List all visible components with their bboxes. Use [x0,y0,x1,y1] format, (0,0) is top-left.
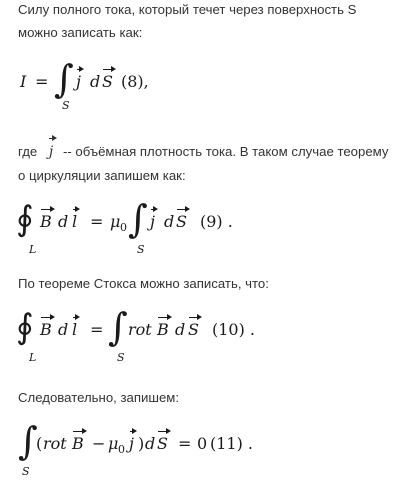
eq10-d: d [58,320,69,339]
eq11-vector-s: S [157,434,168,453]
eq10-contour-integral: ∮ [16,307,34,347]
eq10-vector-b: B [157,320,169,339]
eq10-subscript-l: L [29,351,37,364]
eq8-vector-s: S [102,72,113,91]
eq8-equals: = [35,72,49,91]
paragraph-current-density [18,140,396,187]
eq11-vector-j: j [129,434,134,453]
eq9-d2: d [164,212,175,231]
eq8-d: d [90,72,101,91]
eq11-subscript-s: S [22,465,30,478]
paragraph-total-current: Силу полного тока, который течет через поверхность S можно записать как: [18,2,357,40]
eq8-lhs: I [20,72,27,91]
eq11-rot: rot [43,434,67,453]
eq11-equals: = [178,434,192,453]
eq8-subscript-s: S [62,99,70,112]
equation-11 [16,418,316,480]
eq11-close-paren: ) [138,434,145,453]
eq10-subscript-s: S [117,351,125,364]
eq9-subscript-s: S [137,243,145,256]
eq10-equals: = [90,320,104,339]
eq11-vector-b: B [72,434,84,453]
eq11-d: d [145,434,156,453]
p2-prefix: где [18,144,38,159]
eq9-vector-l: l [72,212,78,231]
eq10-vector-l: l [72,320,78,339]
p2-rest: -- объёмная плотность тока. В таком случае теорему о циркуляции запишем как: [18,144,389,183]
eq9-mu: μ [110,212,121,231]
eq9-mu-subscript: 0 [120,221,127,234]
eq8-vector-j: j [76,72,81,91]
eq8-tag: (8), [121,72,149,91]
eq10-d2: d [175,320,186,339]
eq9-subscript-l: L [29,243,37,256]
eq8-integral-sign: ∫ [54,57,74,101]
eq10-vector-b: B [40,320,52,339]
eq10-tag: (10) . [212,320,256,339]
eq11-mu: μ [108,434,119,453]
eq11-minus: − [92,434,106,453]
eq9-vector-s: S [176,212,187,231]
equation-10 [16,304,316,366]
eq9-vector-j: j [150,212,155,231]
paragraph-consequently: Следовательно, запишем: [18,390,180,405]
eq11-zero: 0 [197,434,208,453]
eq9-equals: = [90,212,104,231]
eq9-d: d [58,212,69,231]
eq11-tag: (11) . [210,434,254,453]
paragraph-stokes-theorem: По теореме Стокса можно записать, что: [18,276,269,291]
eq10-rot: rot [128,320,152,339]
eq9-vector-b: B [40,212,52,231]
p2-vector-j: j [49,141,53,164]
eq9-tag: (9) . [200,212,233,231]
eq10-vector-s: S [188,320,199,339]
equation-9 [16,196,316,258]
eq11-integral-sign: ∫ [18,419,38,463]
eq11-mu-subscript: 0 [118,443,125,456]
eq11-open-paren: ( [36,434,43,453]
eq9-contour-integral: ∮ [16,199,34,239]
eq9-integral-sign: ∫ [128,197,148,241]
equation-8 [16,56,216,116]
eq10-integral-sign: ∫ [108,305,128,349]
